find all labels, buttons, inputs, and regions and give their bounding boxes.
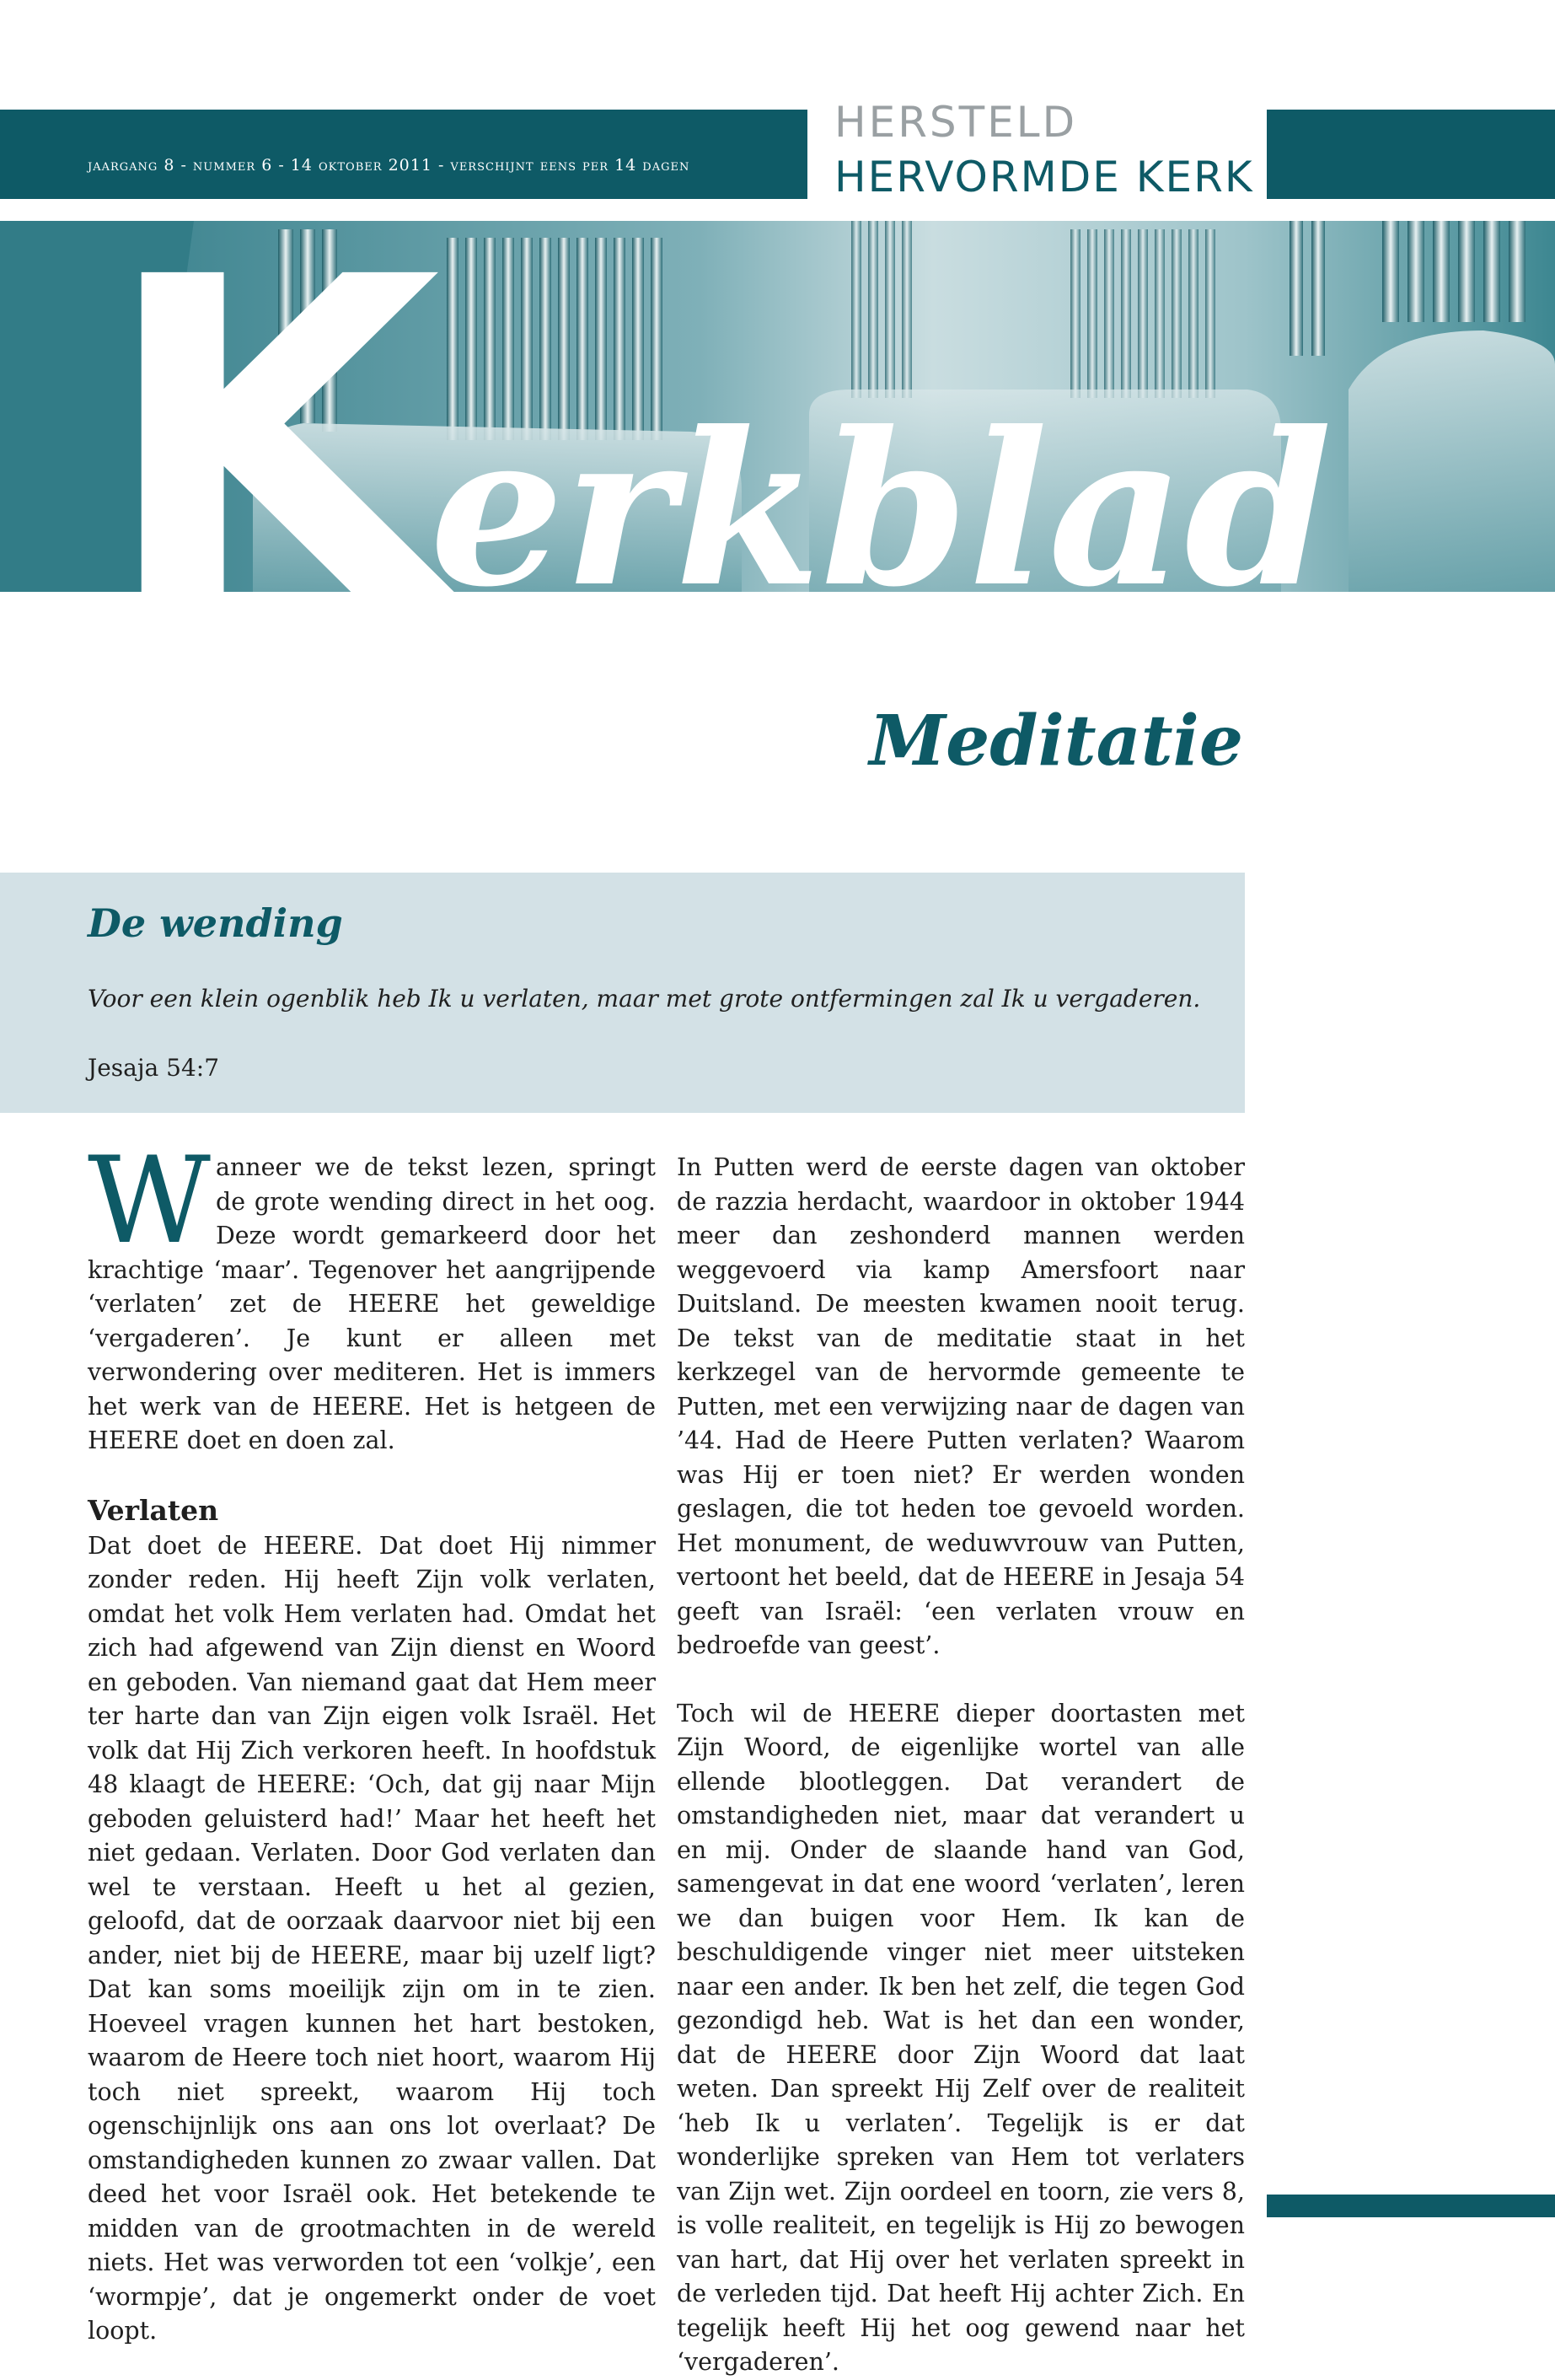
article-paragraph: Dat doet de HEERE. Dat doet Hij nimmer zonder reden. Hij heeft Zijn volk verlaten, omdat het volk Hem verlaten had. Omdat het zich had afgewend van Zijn dienst en Woord en geboden. Van niemand gaat dat Hem meer ter harte dan van Zijn eigen volk Israël. Het volk dat Hij Zich verkoren heeft. In hoofdstuk 48 klaagt de HEERE: ‘Och, dat gij naar Mijn geboden geluisterd had!’ Maar het heeft het niet gedaan. Verlaten. Door God verlaten dan wel te verstaan. Heeft u het al gezien, geloofd, dat de oorzaak daarvoor niet bij een ander, niet bij de HEERE, maar bij uzelf ligt? Dat kan soms moeilijk zijn om in te zien. Hoeveel vragen kunnen het hart bestoken, waarom de Heere toch niet hoort, waarom Hij toch niet spreekt, waarom Hij toch ogenschijnlijk ons aan ons lot overlaat? De omstandigheden kunnen zo zwaar vallen. Dat deed het voor Israël ook. Het betekende te midden van de grootmachten in de wereld niets. Het was verworden tot een ‘volkje’, een ‘wormpje’, dat je ongemerkt onder de voet loopt. (88, 1531, 656, 2345)
article-column-left (88, 1131, 656, 2349)
header-bar-right (1267, 110, 1555, 199)
bible-verse: Voor een klein ogenblik heb Ik u verlaten, maar met grote ontfermingen zal Ik u vergaderen. (88, 985, 1201, 1013)
section-title: Meditatie (869, 701, 1243, 782)
masthead-title: erkblad (430, 385, 1332, 592)
article-paragraph: In Putten werd de eerste dagen van oktober de razzia herdacht, waardoor in oktober 1944 meer dan zeshonderd mannen werden weggevoerd via kamp Amersfoort naar Duitsland. De meesten kwamen nooit terug. De tekst van de meditatie staat in het kerkzegel van de hervormde gemeente te Putten, met een verwijzing naar de dagen van ’44. Had de Heere Putten verlaten? Waarom was Hij er toen niet? Er werden wonden geslagen, die tot heden toe gevoeld worden. Het monument, de weduwvrouw van Putten, vertoont het beeld, dat de HEERE in Jesaja 54 geeft van Israël: ‘een verlaten vrouw en bedroefde van geest’. (677, 1153, 1245, 1659)
drop-cap: W (88, 1131, 211, 1271)
article-paragraph (88, 1131, 656, 1459)
footer-bar (1267, 2195, 1555, 2217)
article-column-right (677, 1151, 1245, 2380)
paragraph-text: anneer we de tekst lezen, springt de grote wending direct in het oog. Deze wordt gemarkeerd door het krachtige ‘maar’. Tegenover het aangrijpende ‘verlaten’ zet de HEERE het geweldige ‘vergaderen’. Je kunt er alleen met verwondering over mediteren. Het is immers het werk van de HEERE. Het is hetgeen de HEERE doet en doen zal. (88, 1153, 656, 1454)
publisher-name-line1: HERSTELD (834, 98, 1078, 147)
subheading: Verlaten (88, 1493, 219, 1527)
publisher-name-line2: HERVORMDE KERK (834, 153, 1254, 201)
article-paragraph: Toch wil de HEERE dieper doortasten met Zijn Woord, de eigenlijke wortel van alle ellende blootleggen. Dat verandert de omstandigheden niet, maar dat verandert u en mij. Onder de slaande hand van God, samengevat in dat ene woord ‘verlaten’, leren we dan buigen voor Hem. Ik kan de beschuldigende vinger niet meer uitsteken naar een ander. Ik ben het zelf, die tegen God gezondigd heb. Wat is het dan een wonder, dat de HEERE door Zijn Woord dat laat weten. Dan spreekt Hij Zelf over de realiteit ‘heb Ik u verlaten’. Tegelijk is er dat wonderlijke spreken van Hem tot verlaters van Zijn wet. Zijn oordeel en toorn, zie vers 8, is volle realiteit, en tegelijk is Hij zo bewogen van hart, dat Hij over het verlaten spreekt in de verleden tijd. Dat heeft Hij achter Zich. En tegelijk heeft Hij het oog gewend naar het ‘vergaderen’. (677, 1699, 1245, 2376)
header-bar-left (0, 110, 807, 199)
meditation-heading: De wending (88, 900, 343, 946)
issue-line: jaargang 8 - nummer 6 - 14 oktober 2011 - verschijnt eens per 14 dagen (88, 156, 690, 175)
masthead-banner (0, 221, 1555, 592)
masthead-initial: K (101, 221, 441, 592)
verse-reference: Jesaja 54:7 (88, 1054, 220, 1082)
